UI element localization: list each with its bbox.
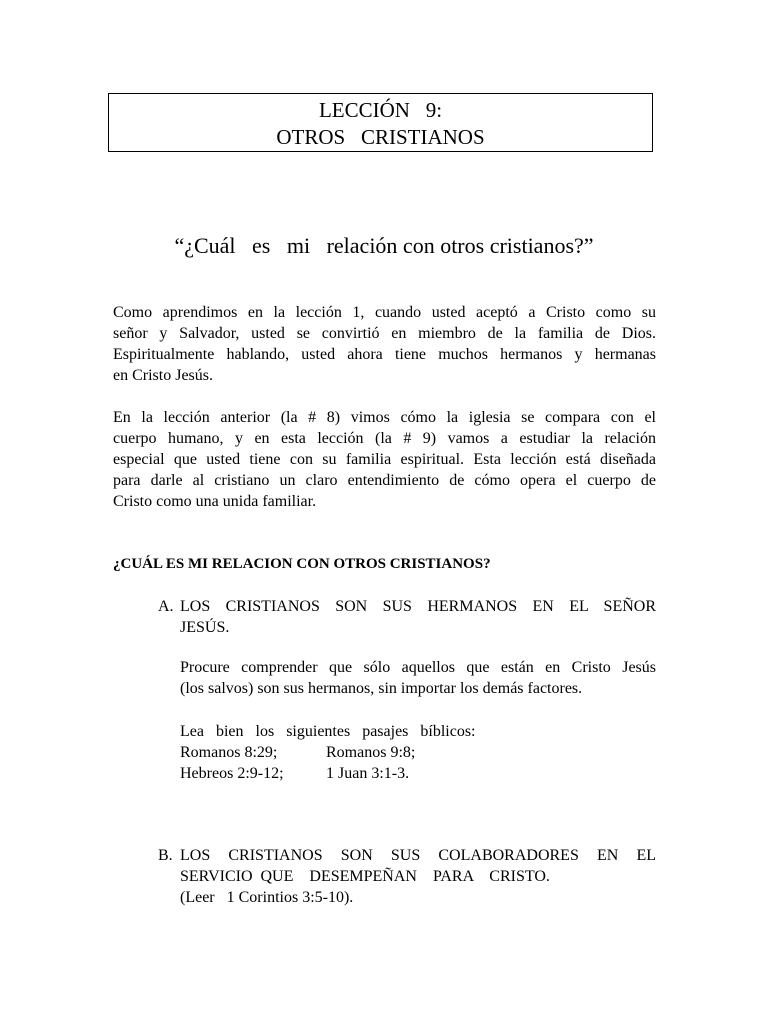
passage-row <box>180 742 476 763</box>
section-heading: ¿CUÁL ES MI RELACION CON OTROS CRISTIANOS? <box>113 556 491 572</box>
list-item-b <box>158 845 656 908</box>
intro-line: en Cristo Jesús. <box>113 367 213 384</box>
item-b-line: SERVICIO QUE DESEMPEÑAN PARA CRISTO. <box>180 868 550 885</box>
lesson-title-heading: OTROS CRISTIANOS <box>276 125 485 149</box>
list-item-letter: B. <box>158 847 173 864</box>
list-item-a <box>158 596 656 638</box>
second-paragraph <box>113 407 656 512</box>
passage-ref: 1 Juan 3:1-3. <box>326 765 410 782</box>
passage-ref: Romanos 9:8; <box>326 744 416 761</box>
passages-intro: Lea bien los siguientes pasajes bíblicos: <box>180 723 476 740</box>
paragraph-line: cuerpo humano, y en esta lección (la # 9) vamos a estudiar la relación <box>113 430 656 447</box>
explanation-line: Procure comprender que sólo aquellos que están en Cristo Jesús <box>180 659 656 676</box>
paragraph-line: especial que usted tiene con su familia espiritual. Esta lección está diseñada <box>113 451 656 468</box>
item-a-line: JESÚS. <box>180 619 230 636</box>
item-b-line: LOS CRISTIANOS SON SUS COLABORADORES EN EL <box>180 847 656 864</box>
paragraph-line: En la lección anterior (la # 8) vimos cómo la iglesia se compara con el <box>113 409 656 426</box>
passage-row <box>180 763 476 784</box>
item-b-line: (Leer 1 Corintios 3:5-10). <box>180 889 354 906</box>
lesson-question: “¿Cuál es mi relación con otros cristianos?” <box>174 233 594 258</box>
item-a-explanation <box>180 657 656 699</box>
passage-ref: Hebreos 2:9-12; <box>180 765 284 782</box>
item-a-line: LOS CRISTIANOS SON SUS HERMANOS EN EL SEÑOR <box>180 598 656 615</box>
intro-paragraph <box>113 302 656 386</box>
passage-ref: Romanos 8:29; <box>180 744 278 761</box>
lesson-number-heading: LECCIÓN 9: <box>318 98 443 122</box>
bible-passages <box>180 721 476 784</box>
intro-line: señor y Salvador, usted se convirtió en miembro de la familia de Dios. <box>113 325 656 342</box>
explanation-line: (los salvos) son sus hermanos, sin importar los demás factores. <box>180 680 583 697</box>
list-item-letter: A. <box>158 598 174 615</box>
lesson-title-box <box>108 93 653 152</box>
intro-line: Espiritualmente hablando, usted ahora tiene muchos hermanos y hermanas <box>113 346 656 363</box>
paragraph-line: Cristo como una unida familiar. <box>113 493 317 510</box>
intro-line: Como aprendimos en la lección 1, cuando usted aceptó a Cristo como su <box>113 304 656 321</box>
paragraph-line: para darle al cristiano un claro entendimiento de cómo opera el cuerpo de <box>113 472 656 489</box>
